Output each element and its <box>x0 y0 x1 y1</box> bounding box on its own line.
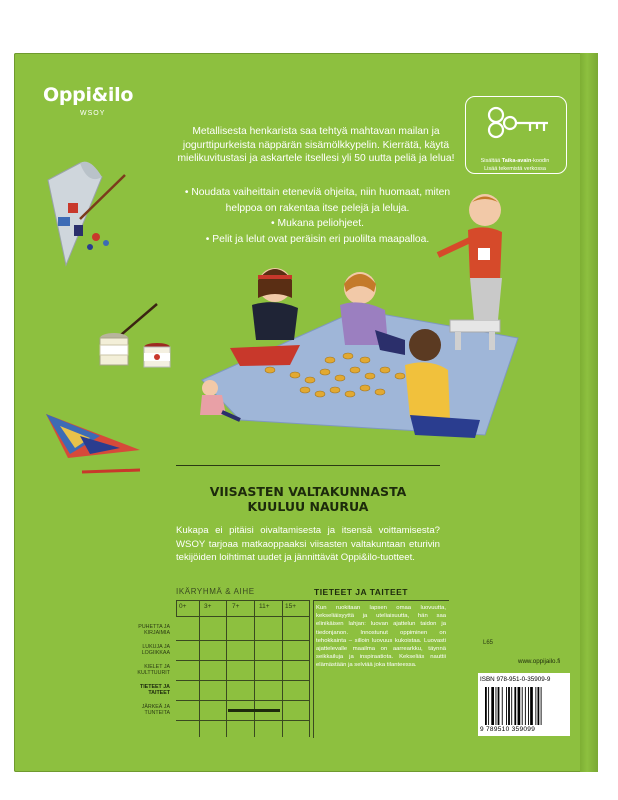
section-body-text: Kukapa ei pitäisi oivaltamisesta ja itsensä voittamisesta? WSOY tarjoaa matkaoppaaksi viisasten valtakuntaan eturivin tekijöiden loihtimat uudet ja jännittävät Oppi&ilo-tuotteet. <box>176 525 440 564</box>
key-icon <box>466 97 566 157</box>
age-topic-table <box>176 600 310 737</box>
category-description: Kun ruokitaan lapsen omaa luovuutta, kekseliäisyyttä ja uteliaisuutta, hän saa elinikäisen lahjan: luovan ajattelun taidon ja tiedonjanon. Innostunut oppiminen on tehokkainta – silloin luovuus kukoistaa. Luovasti ajattelevalle maailma on aarrearkku, täynnä seikkailuja ja inspiraatiota. Kekseliäs nauttii elämästään ja selviää joka tilanteessa. <box>316 605 446 669</box>
barcode-icon <box>484 687 566 725</box>
bullet-item: • Noudata vaiheittain eteneviä ohjeita, niin huomaat, miten helppoa on rakentaa itse pelejä ja leluja. <box>184 187 451 214</box>
product-code: L65 <box>483 640 494 646</box>
key-badge-text: Sisältää Taika-avain-koodin Lisää tekemistä verkossa <box>480 158 550 172</box>
mosaic-paper-illustration <box>40 408 150 480</box>
category-title: TIETEET JA TAITEET <box>314 587 409 597</box>
age-column-label: 7+ <box>232 603 240 610</box>
website-url: www.oppijailo.fi <box>518 658 561 665</box>
barcode-number: 9 789510 359099 <box>480 726 536 733</box>
book-spine <box>580 53 598 772</box>
isbn-label: ISBN 978-951-0-35909-9 <box>480 676 551 683</box>
bullet-item: • Pelit ja lelut ovat peräisin eri puolilta maapalloa. <box>205 233 430 245</box>
topic-row-label-active: TIETEET JA TAITEET <box>139 684 170 697</box>
topic-row-label: JÄRKEÄ JA TUNTEITA <box>141 704 170 717</box>
topic-row-label: KIELET JA KULTTUURIT <box>137 664 170 677</box>
glue-jars-illustration <box>95 300 185 375</box>
publisher-label: WSOY <box>80 110 106 117</box>
intro-text: Metallisesta henkarista saa tehtyä mahtavan mailan ja jogurttipurkeista näppärän sisämölkkypelin. Kierrätä, käytä mielikuvitustasi ja askartele itsellesi yli 50 uutta peliä ja lelua! <box>177 126 455 165</box>
age-column-label: 0+ <box>179 603 187 610</box>
children-playing-illustration <box>180 180 540 460</box>
bullet-item: • Mukana peliohjeet. <box>271 218 364 229</box>
age-table-row-labels <box>90 600 174 737</box>
age-column-label: 11+ <box>259 603 270 610</box>
section-divider <box>176 465 440 466</box>
age-table-title: IKÄRYHMÄ & AIHE <box>176 587 255 596</box>
oppi-ilo-logo: Oppi&ilo <box>43 84 134 106</box>
age-column-label: 15+ <box>285 603 297 610</box>
topic-row-label: LUKUJA JA LOGIIKKAA <box>141 644 170 657</box>
age-column-label: 3+ <box>204 603 212 610</box>
paper-cone-illustration <box>40 155 130 275</box>
section-heading: VIISASTEN VALTAKUNNASTA KUULUU NAURUA <box>209 484 407 514</box>
topic-row-label: PUHETTA JA KIRJAIMIA <box>138 624 170 637</box>
age-range-marker <box>228 709 280 712</box>
